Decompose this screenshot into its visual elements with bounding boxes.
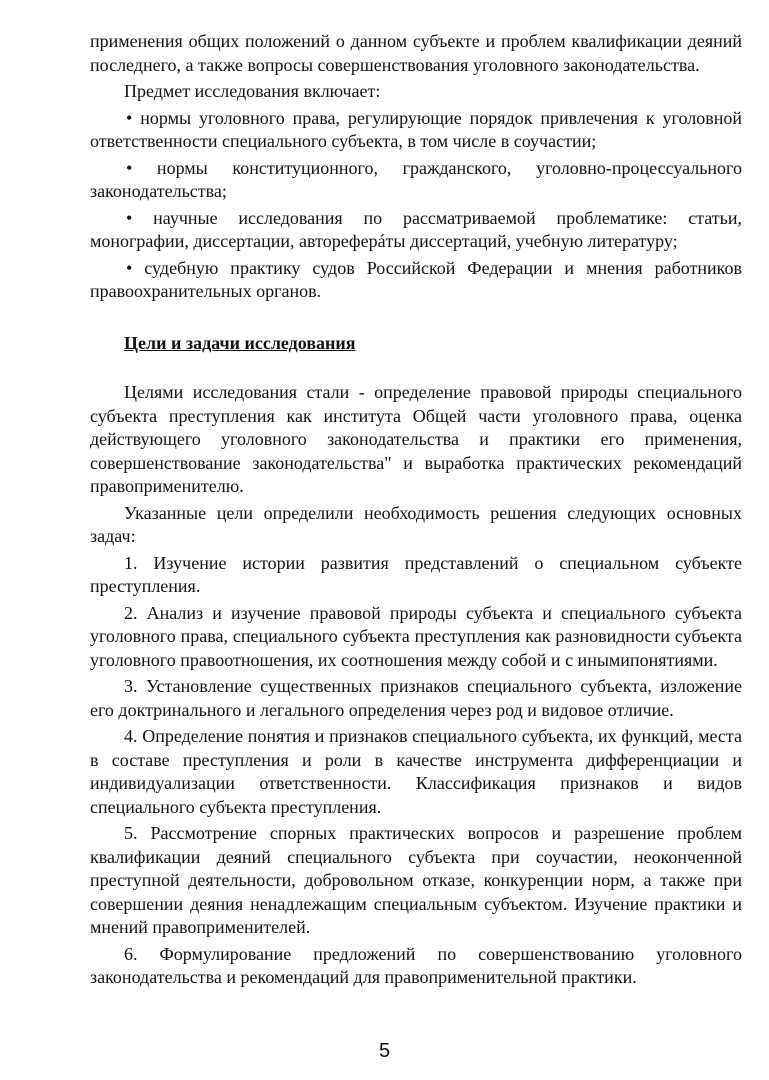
task-item: 4. Определение понятия и признаков специального субъекта, их функций, места в составе преступления и роли в качестве инструмента дифференциации и индивидуализации ответственности. Классификация признаков и видов специального субъекта преступления.: [90, 726, 742, 817]
subject-item: • судебную практику судов Российской Федерации и мнения работников правоохранительных органов.: [90, 257, 742, 301]
intro-continuation-paragraph: применения общих положений о данном субъекте и проблем квалификации деяний последнего, а также вопросы совершенствования уголовного законодательства.: [90, 31, 742, 75]
subject-item: • нормы уголовного права, регулирующие порядок привлечения к уголовной ответственности специального субъекта, в том числе в соучастии;: [90, 107, 742, 151]
task-item: 3. Установление существенных признаков специального субъекта, изложение его доктринального и легального определения через род и видовое отличие.: [90, 676, 742, 720]
subject-item: • нормы конституционного, гражданского, уголовно-процессуального законодательства;: [90, 157, 742, 201]
goals-paragraph: Целями исследования стали - определение правовой природы специального субъекта преступления как института Общей части уголовного права, оценка действующего уголовного законодательства и практики его применения, совершенствование законодательства" и выработка практических рекомендаций правоприменителю.: [90, 382, 742, 496]
tasks-intro-paragraph: Указанные цели определили необходимость решения следующих основных задач:: [90, 502, 742, 546]
subject-item: • научные исследования по рассматриваемой проблематике: статьи, монографии, диссертации, автореферáты диссертаций, учебную литературу;: [90, 207, 742, 251]
page-number: 5: [378, 1040, 391, 1062]
task-item: 1. Изучение истории развития представлений о специальном субъекте преступления.: [90, 552, 742, 596]
task-item: 5. Рассмотрение спорных практических вопросов и разрешение проблем квалификации деяний специального субъекта при соучастии, неоконченной преступной деятельности, добровольном отказе, конкуренции норм, а также при совершении деяния ненадлежащим специальным субъектом. Изучение практики и мнений правоприменителей.: [90, 823, 742, 937]
section-heading: Цели и задачи исследования: [124, 332, 356, 353]
subject-intro-paragraph: Предмет исследования включает:: [124, 81, 381, 101]
document-page: [90, 30, 742, 993]
task-item: 2. Анализ и изучение правовой природы субъекта и специального субъекта уголовного права, специального субъекта преступления как разновидности субъекта уголовного правоотношения, их соотношения между собой и с инымипонятиями.: [90, 602, 742, 670]
task-item: 6. Формулирование предложений по совершенствованию уголовного законодательства и рекомендаций для правоприменительной практики.: [90, 943, 742, 987]
